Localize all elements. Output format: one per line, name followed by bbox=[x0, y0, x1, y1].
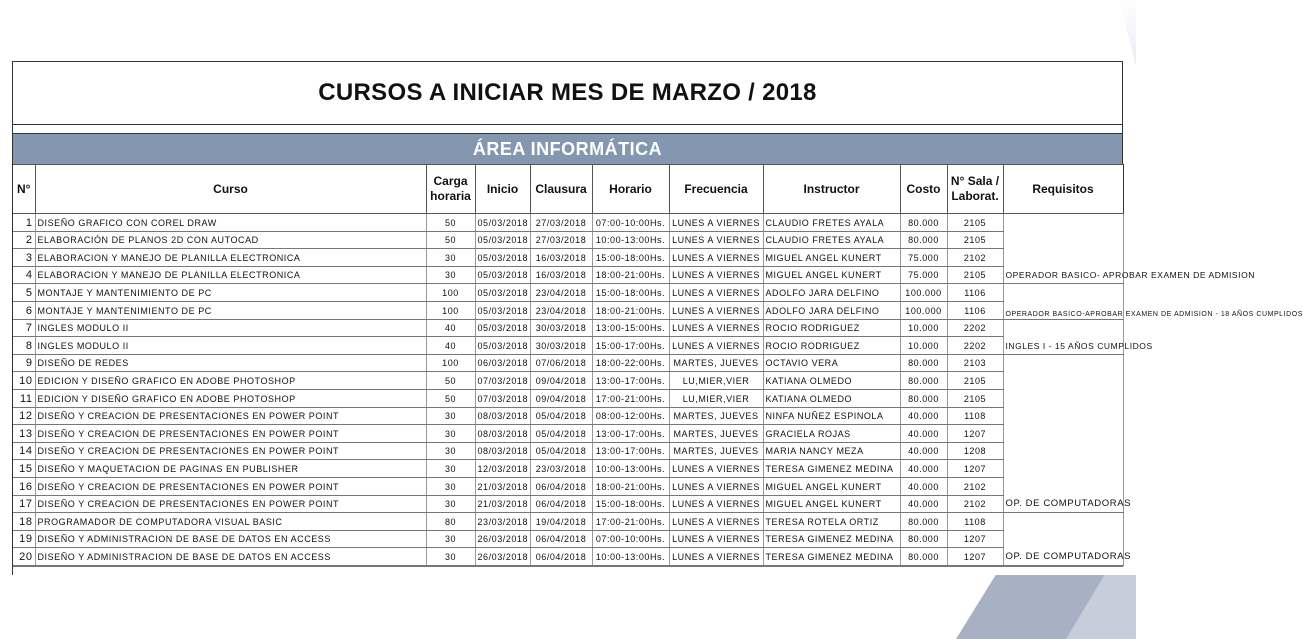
cell-n: 1 bbox=[13, 214, 35, 232]
cell-costo: 100.000 bbox=[900, 284, 947, 302]
cell-instructor: ROCIO RODRIGUEZ bbox=[763, 337, 900, 355]
area-banner: ÁREA INFORMÁTICA bbox=[13, 133, 1123, 164]
cell-clausura: 16/03/2018 bbox=[530, 266, 592, 284]
title-gap bbox=[13, 125, 1123, 133]
cell-clausura: 06/04/2018 bbox=[530, 495, 592, 513]
cell-horario: 18:00-22:00Hs. bbox=[592, 354, 669, 372]
cell-costo: 80.000 bbox=[900, 530, 947, 548]
cell-inicio: 08/03/2018 bbox=[475, 407, 530, 425]
cell-n: 8 bbox=[13, 337, 35, 355]
cell-instructor: CLAUDIO FRETES AYALA bbox=[763, 214, 900, 232]
cell-n: 5 bbox=[13, 284, 35, 302]
cell-sala: 1108 bbox=[947, 513, 1003, 531]
cell-frecuencia: LUNES A VIERNES bbox=[669, 266, 763, 284]
cell-n: 9 bbox=[13, 354, 35, 372]
cell-requisitos: INGLES I - 15 AÑOS CUMPLIDOS bbox=[1003, 319, 1123, 354]
cell-instructor: KATIANA OLMEDO bbox=[763, 389, 900, 407]
cell-frecuencia: LU,MIER,VIER bbox=[669, 389, 763, 407]
cell-n: 20 bbox=[13, 548, 35, 566]
cell-sala: 1207 bbox=[947, 425, 1003, 443]
cell-frecuencia: LUNES A VIERNES bbox=[669, 460, 763, 478]
header-horario: Horario bbox=[592, 165, 669, 214]
cell-sala: 2202 bbox=[947, 337, 1003, 355]
cell-costo: 40.000 bbox=[900, 442, 947, 460]
cell-instructor: MIGUEL ANGEL KUNERT bbox=[763, 495, 900, 513]
cell-requisitos: OPERADOR BASICO- APROBAR EXAMEN DE ADMISION bbox=[1003, 214, 1123, 284]
cell-horario: 10:00-13:00Hs. bbox=[592, 460, 669, 478]
cell-horario: 07:00-10:00Hs. bbox=[592, 530, 669, 548]
cell-horario: 15:00-17:00Hs. bbox=[592, 337, 669, 355]
cell-clausura: 06/04/2018 bbox=[530, 548, 592, 566]
cell-curso: EDICION Y DISEÑO GRAFICO EN ADOBE PHOTOSHOP bbox=[35, 372, 426, 390]
header-n: N° bbox=[13, 165, 35, 214]
cell-instructor: OCTAVIO VERA bbox=[763, 354, 900, 372]
cell-frecuencia: LUNES A VIERNES bbox=[669, 301, 763, 319]
header-instructor: Instructor bbox=[763, 165, 900, 214]
cell-carga: 30 bbox=[426, 249, 475, 267]
cell-instructor: ROCIO RODRIGUEZ bbox=[763, 319, 900, 337]
cell-sala: 2103 bbox=[947, 354, 1003, 372]
cell-horario: 07:00-10:00Hs. bbox=[592, 214, 669, 232]
table-row bbox=[13, 249, 1123, 267]
cell-clausura: 30/03/2018 bbox=[530, 337, 592, 355]
cell-inicio: 05/03/2018 bbox=[475, 284, 530, 302]
cell-clausura: 07/06/2018 bbox=[530, 354, 592, 372]
cell-curso: INGLES MODULO II bbox=[35, 337, 426, 355]
cell-carga: 30 bbox=[426, 407, 475, 425]
cell-frecuencia: LUNES A VIERNES bbox=[669, 284, 763, 302]
cell-n: 3 bbox=[13, 249, 35, 267]
cell-sala: 1106 bbox=[947, 284, 1003, 302]
table-row bbox=[13, 495, 1123, 513]
cell-frecuencia: LUNES A VIERNES bbox=[669, 495, 763, 513]
cell-curso: ELABORACION Y MANEJO DE PLANILLA ELECTRONICA bbox=[35, 266, 426, 284]
cell-carga: 30 bbox=[426, 425, 475, 443]
cell-instructor: MIGUEL ANGEL KUNERT bbox=[763, 477, 900, 495]
cell-instructor: ADOLFO JARA DELFINO bbox=[763, 284, 900, 302]
cell-curso: PROGRAMADOR DE COMPUTADORA VISUAL BASIC bbox=[35, 513, 426, 531]
cell-carga: 50 bbox=[426, 372, 475, 390]
cell-n: 7 bbox=[13, 319, 35, 337]
cell-n: 4 bbox=[13, 266, 35, 284]
cell-inicio: 05/03/2018 bbox=[475, 231, 530, 249]
cell-n: 11 bbox=[13, 389, 35, 407]
cell-clausura: 06/04/2018 bbox=[530, 477, 592, 495]
cell-curso: DISEÑO GRAFICO CON COREL DRAW bbox=[35, 214, 426, 232]
cell-instructor: TERESA GIMENEZ MEDINA bbox=[763, 460, 900, 478]
cell-carga: 30 bbox=[426, 548, 475, 566]
cell-inicio: 12/03/2018 bbox=[475, 460, 530, 478]
cell-horario: 18:00-21:00Hs. bbox=[592, 301, 669, 319]
cell-costo: 80.000 bbox=[900, 389, 947, 407]
cell-carga: 30 bbox=[426, 530, 475, 548]
cell-n: 19 bbox=[13, 530, 35, 548]
table-row bbox=[13, 407, 1123, 425]
cell-frecuencia: LUNES A VIERNES bbox=[669, 548, 763, 566]
cell-frecuencia: LU,MIER,VIER bbox=[669, 372, 763, 390]
cell-costo: 10.000 bbox=[900, 319, 947, 337]
cell-instructor: TERESA GIMENEZ MEDINA bbox=[763, 548, 900, 566]
cell-costo: 100.000 bbox=[900, 301, 947, 319]
cell-instructor: TERESA GIMENEZ MEDINA bbox=[763, 530, 900, 548]
cell-inicio: 26/03/2018 bbox=[475, 530, 530, 548]
table-header-row bbox=[13, 165, 1123, 214]
cell-clausura: 09/04/2018 bbox=[530, 372, 592, 390]
table-row bbox=[13, 425, 1123, 443]
cell-frecuencia: LUNES A VIERNES bbox=[669, 231, 763, 249]
cell-carga: 80 bbox=[426, 513, 475, 531]
cell-carga: 100 bbox=[426, 301, 475, 319]
cell-curso: ELABORACIÓN DE PLANOS 2D CON AUTOCAD bbox=[35, 231, 426, 249]
cell-frecuencia: LUNES A VIERNES bbox=[669, 319, 763, 337]
cell-instructor: MIGUEL ANGEL KUNERT bbox=[763, 266, 900, 284]
courses-table bbox=[13, 164, 1303, 566]
cell-costo: 80.000 bbox=[900, 548, 947, 566]
cell-carga: 30 bbox=[426, 460, 475, 478]
header-requisitos: Requisitos bbox=[1003, 165, 1123, 214]
cell-frecuencia: LUNES A VIERNES bbox=[669, 477, 763, 495]
cell-costo: 75.000 bbox=[900, 266, 947, 284]
cell-clausura: 23/03/2018 bbox=[530, 460, 592, 478]
cell-inicio: 05/03/2018 bbox=[475, 337, 530, 355]
cell-sala: 2102 bbox=[947, 477, 1003, 495]
header-sala: N° Sala / Laborat. bbox=[947, 165, 1003, 214]
cell-frecuencia: MARTES, JUEVES bbox=[669, 354, 763, 372]
cell-horario: 17:00-21:00Hs. bbox=[592, 389, 669, 407]
cell-inicio: 08/03/2018 bbox=[475, 442, 530, 460]
cell-sala: 2105 bbox=[947, 266, 1003, 284]
cell-costo: 40.000 bbox=[900, 477, 947, 495]
cell-inicio: 07/03/2018 bbox=[475, 372, 530, 390]
cell-sala: 1208 bbox=[947, 442, 1003, 460]
cell-horario: 10:00-13:00Hs. bbox=[592, 548, 669, 566]
cell-clausura: 19/04/2018 bbox=[530, 513, 592, 531]
cell-curso: DISEÑO DE REDES bbox=[35, 354, 426, 372]
cell-curso: DISEÑO Y ADMINISTRACION DE BASE DE DATOS EN ACCESS bbox=[35, 530, 426, 548]
cell-carga: 30 bbox=[426, 442, 475, 460]
cell-carga: 30 bbox=[426, 477, 475, 495]
cell-clausura: 09/04/2018 bbox=[530, 389, 592, 407]
cell-costo: 40.000 bbox=[900, 495, 947, 513]
cell-costo: 40.000 bbox=[900, 460, 947, 478]
cell-horario: 15:00-18:00Hs. bbox=[592, 284, 669, 302]
cell-instructor: ADOLFO JARA DELFINO bbox=[763, 301, 900, 319]
cell-costo: 80.000 bbox=[900, 214, 947, 232]
cell-clausura: 30/03/2018 bbox=[530, 319, 592, 337]
cell-curso: DISEÑO Y CREACION DE PRESENTACIONES EN POWER POINT bbox=[35, 477, 426, 495]
cell-sala: 1106 bbox=[947, 301, 1003, 319]
table-row bbox=[13, 284, 1123, 302]
cell-horario: 13:00-15:00Hs. bbox=[592, 319, 669, 337]
cell-horario: 15:00-18:00Hs. bbox=[592, 495, 669, 513]
cell-sala: 1108 bbox=[947, 407, 1003, 425]
cell-n: 6 bbox=[13, 301, 35, 319]
cell-clausura: 27/03/2018 bbox=[530, 231, 592, 249]
cell-costo: 80.000 bbox=[900, 354, 947, 372]
cell-inicio: 08/03/2018 bbox=[475, 425, 530, 443]
header-inicio: Inicio bbox=[475, 165, 530, 214]
table-row bbox=[13, 337, 1123, 355]
cell-frecuencia: LUNES A VIERNES bbox=[669, 530, 763, 548]
header-frecuencia: Frecuencia bbox=[669, 165, 763, 214]
cell-clausura: 06/04/2018 bbox=[530, 530, 592, 548]
cell-n: 18 bbox=[13, 513, 35, 531]
cell-sala: 2105 bbox=[947, 389, 1003, 407]
cell-costo: 10.000 bbox=[900, 337, 947, 355]
table-row bbox=[13, 442, 1123, 460]
table-body bbox=[13, 214, 1303, 566]
cell-n: 16 bbox=[13, 477, 35, 495]
cell-horario: 18:00-21:00Hs. bbox=[592, 477, 669, 495]
cell-clausura: 23/04/2018 bbox=[530, 301, 592, 319]
cell-inicio: 05/03/2018 bbox=[475, 266, 530, 284]
cell-inicio: 05/03/2018 bbox=[475, 319, 530, 337]
cell-instructor: NINFA NUÑEZ ESPINOLA bbox=[763, 407, 900, 425]
cell-n: 14 bbox=[13, 442, 35, 460]
cell-inicio: 23/03/2018 bbox=[475, 513, 530, 531]
cell-n: 10 bbox=[13, 372, 35, 390]
table-row bbox=[13, 460, 1123, 478]
cell-inicio: 21/03/2018 bbox=[475, 477, 530, 495]
cell-carga: 50 bbox=[426, 231, 475, 249]
header-curso: Curso bbox=[35, 165, 426, 214]
cell-costo: 75.000 bbox=[900, 249, 947, 267]
cell-frecuencia: LUNES A VIERNES bbox=[669, 249, 763, 267]
cell-inicio: 07/03/2018 bbox=[475, 389, 530, 407]
cell-inicio: 06/03/2018 bbox=[475, 354, 530, 372]
cell-sala: 2105 bbox=[947, 231, 1003, 249]
cell-instructor: TERESA ROTELA ORTIZ bbox=[763, 513, 900, 531]
courses-document bbox=[12, 61, 1303, 575]
table-row bbox=[13, 389, 1123, 407]
cell-n: 17 bbox=[13, 495, 35, 513]
cell-curso: DISEÑO Y ADMINISTRACION DE BASE DE DATOS EN ACCESS bbox=[35, 548, 426, 566]
bottom-rule bbox=[13, 566, 1123, 575]
cell-horario: 15:00-18:00Hs. bbox=[592, 249, 669, 267]
cell-clausura: 05/04/2018 bbox=[530, 442, 592, 460]
cell-curso: DISEÑO Y CREACION DE PRESENTACIONES EN POWER POINT bbox=[35, 425, 426, 443]
header-costo: Costo bbox=[900, 165, 947, 214]
table-row bbox=[13, 477, 1123, 495]
cell-horario: 13:00-17:00Hs. bbox=[592, 425, 669, 443]
table-row bbox=[13, 548, 1123, 566]
corner-decoration-top bbox=[1108, 0, 1136, 66]
cell-clausura: 23/04/2018 bbox=[530, 284, 592, 302]
cell-carga: 40 bbox=[426, 337, 475, 355]
cell-clausura: 16/03/2018 bbox=[530, 249, 592, 267]
cell-costo: 40.000 bbox=[900, 425, 947, 443]
cell-carga: 40 bbox=[426, 319, 475, 337]
cell-sala: 1207 bbox=[947, 530, 1003, 548]
cell-carga: 30 bbox=[426, 495, 475, 513]
cell-frecuencia: LUNES A VIERNES bbox=[669, 337, 763, 355]
cell-horario: 08:00-12:00Hs. bbox=[592, 407, 669, 425]
table-row bbox=[13, 513, 1123, 531]
cell-n: 2 bbox=[13, 231, 35, 249]
cell-carga: 30 bbox=[426, 266, 475, 284]
cell-sala: 2105 bbox=[947, 372, 1003, 390]
table-row bbox=[13, 301, 1123, 319]
cell-curso: DISEÑO Y CREACION DE PRESENTACIONES EN POWER POINT bbox=[35, 407, 426, 425]
cell-inicio: 05/03/2018 bbox=[475, 214, 530, 232]
cell-instructor: MARIA NANCY MEZA bbox=[763, 442, 900, 460]
cell-inicio: 05/03/2018 bbox=[475, 301, 530, 319]
cell-sala: 2102 bbox=[947, 249, 1003, 267]
cell-clausura: 05/04/2018 bbox=[530, 407, 592, 425]
table-row bbox=[13, 319, 1123, 337]
cell-horario: 18:00-21:00Hs. bbox=[592, 266, 669, 284]
cell-costo: 80.000 bbox=[900, 231, 947, 249]
cell-requisitos: OPERADOR BASICO-APROBAR EXAMEN DE ADMISION - 18 AÑOS CUMPLIDOS bbox=[1003, 284, 1123, 319]
cell-curso: DISEÑO Y CREACION DE PRESENTACIONES EN POWER POINT bbox=[35, 495, 426, 513]
cell-frecuencia: MARTES, JUEVES bbox=[669, 407, 763, 425]
cell-sala: 1207 bbox=[947, 460, 1003, 478]
cell-sala: 2105 bbox=[947, 214, 1003, 232]
cell-clausura: 05/04/2018 bbox=[530, 425, 592, 443]
cell-carga: 50 bbox=[426, 389, 475, 407]
cell-instructor: CLAUDIO FRETES AYALA bbox=[763, 231, 900, 249]
cell-curso: MONTAJE Y MANTENIMIENTO DE PC bbox=[35, 301, 426, 319]
cell-horario: 13:00-17:00Hs. bbox=[592, 372, 669, 390]
table-row bbox=[13, 354, 1123, 372]
cell-curso: ELABORACION Y MANEJO DE PLANILLA ELECTRONICA bbox=[35, 249, 426, 267]
cell-inicio: 26/03/2018 bbox=[475, 548, 530, 566]
cell-horario: 10:00-13:00Hs. bbox=[592, 231, 669, 249]
cell-carga: 100 bbox=[426, 354, 475, 372]
table-row bbox=[13, 231, 1123, 249]
cell-frecuencia: MARTES, JUEVES bbox=[669, 425, 763, 443]
cell-curso: MONTAJE Y MANTENIMIENTO DE PC bbox=[35, 284, 426, 302]
cell-instructor: KATIANA OLMEDO bbox=[763, 372, 900, 390]
table-row bbox=[13, 214, 1123, 232]
cell-horario: 17:00-21:00Hs. bbox=[592, 513, 669, 531]
cell-clausura: 27/03/2018 bbox=[530, 214, 592, 232]
cell-n: 15 bbox=[13, 460, 35, 478]
cell-curso: INGLES MODULO II bbox=[35, 319, 426, 337]
cell-costo: 80.000 bbox=[900, 513, 947, 531]
header-clausura: Clausura bbox=[530, 165, 592, 214]
table-row bbox=[13, 372, 1123, 390]
cell-sala: 2202 bbox=[947, 319, 1003, 337]
cell-requisitos: OP. DE COMPUTADORAS bbox=[1003, 513, 1123, 566]
cell-frecuencia: LUNES A VIERNES bbox=[669, 214, 763, 232]
cell-n: 12 bbox=[13, 407, 35, 425]
cell-instructor: GRACIELA ROJAS bbox=[763, 425, 900, 443]
cell-instructor: MIGUEL ANGEL KUNERT bbox=[763, 249, 900, 267]
cell-carga: 100 bbox=[426, 284, 475, 302]
cell-inicio: 05/03/2018 bbox=[475, 249, 530, 267]
cell-frecuencia: LUNES A VIERNES bbox=[669, 513, 763, 531]
cell-sala: 2102 bbox=[947, 495, 1003, 513]
cell-frecuencia: MARTES, JUEVES bbox=[669, 442, 763, 460]
header-carga: Carga horaria bbox=[426, 165, 475, 214]
cell-n: 13 bbox=[13, 425, 35, 443]
cell-inicio: 21/03/2018 bbox=[475, 495, 530, 513]
cell-carga: 50 bbox=[426, 214, 475, 232]
table-row bbox=[13, 266, 1123, 284]
cell-curso: EDICION Y DISEÑO GRAFICO EN ADOBE PHOTOSHOP bbox=[35, 389, 426, 407]
cell-curso: DISEÑO Y MAQUETACION DE PAGINAS EN PUBLISHER bbox=[35, 460, 426, 478]
cell-costo: 40.000 bbox=[900, 407, 947, 425]
table-row bbox=[13, 530, 1123, 548]
cell-costo: 80.000 bbox=[900, 372, 947, 390]
document-title: CURSOS A INICIAR MES DE MARZO / 2018 bbox=[13, 61, 1123, 125]
cell-requisitos: OP. DE COMPUTADORAS bbox=[1003, 354, 1123, 512]
cell-curso: DISEÑO Y CREACION DE PRESENTACIONES EN POWER POINT bbox=[35, 442, 426, 460]
cell-horario: 13:00-17:00Hs. bbox=[592, 442, 669, 460]
cell-sala: 1207 bbox=[947, 548, 1003, 566]
